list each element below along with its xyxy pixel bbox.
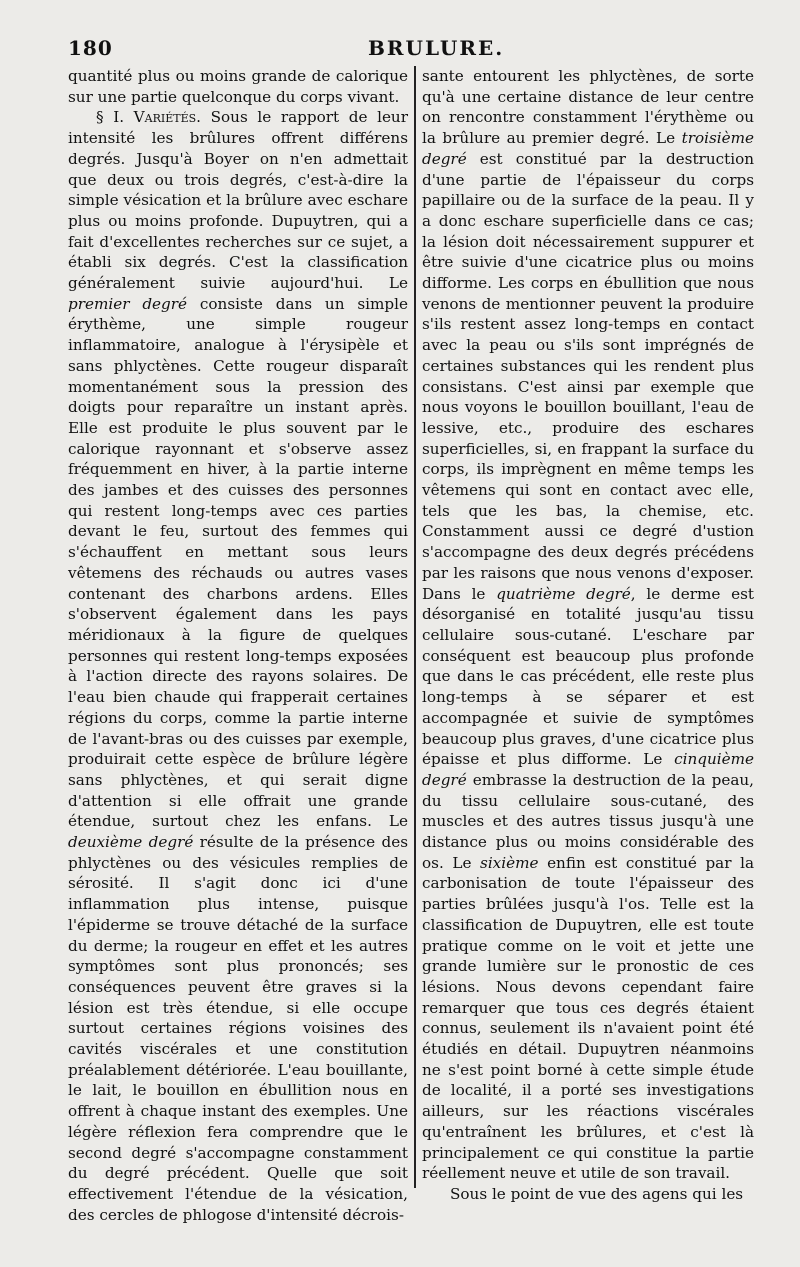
term-cinquieme-degre: cinquième degré: [422, 750, 754, 789]
column-divider: [414, 66, 416, 1188]
paragraph: [422, 1184, 754, 1205]
text-run: est constitué par la destruction d'une partie de l'épaisseur du corps papillaire ou de la surface de la peau. Il y a donc eschare superficielle dans ce cas; la lésion doit nécessairement suppurer et être suivie d'une cicatrice plus ou moins difforme. Les corps en ébullition que nous venons de mentionner peuvent la produire s'ils restent assez long-temps en contact avec la peau ou s'ils sont imprégnés de certaines substances qui les rendent plus consistans. C'est ainsi par exemple que nous voyons le bouillon bouillant, l'eau de lessive, etc., produire des eschares superficielles, si, en frappant la surface du corps, ils imprègnent en même temps les vêtemens qui sont en contact avec elle, tels que les bas, la chemise, etc. Constamment aussi ce degré d'ustion s'accompagne des deux degrés précédens par les raisons que nous venons d'exposer. Dans le: [422, 149, 754, 603]
term-deuxieme-degre: deuxième degré: [68, 833, 194, 852]
paragraph: [68, 66, 408, 107]
text-run: enfin est constitué par la carbonisation de toute l'épaisseur des parties brûlées jusqu'à l'os. Telle est la classification de Dupuytren, elle est toute pratique comme on le voit et jette une grande lumière sur le pronostic de ces lésions. Nous devons cependant faire remarquer que tous ces degrés étaient connus, seulement ils n'avaient point été étudiés en détail. Dupuytren néanmoins ne s'est point borné à cette simple étude de localité, il a porté ses investigations ailleurs, sur les réactions viscérales qu'entraînent les brûlures, et c'est là principalement ce qui constitue la partie réellement neuve et utile de son travail.: [422, 853, 755, 1183]
page-number: 180: [68, 36, 113, 60]
running-head: BRULURE.: [368, 36, 505, 60]
text-run: embrasse la destruction de la peau, du tissu cellulaire sous-cutané, des muscles et des autres tissus jusqu'à une distance plus ou moins considérable des os. Le: [422, 770, 754, 872]
text-run: Sous le point de vue des agens qui les: [450, 1184, 744, 1203]
term-quatrieme-degre: quatrième degré: [496, 584, 631, 603]
text-run: résulte de la présence des phlyctènes ou des vésicules remplies de sérosité. Il s'agit donc ici d'une inflammation plus intense, puisque l'épiderme se trouve détaché de la surface du derme; la rougeur en effet et les autres symptômes sont plus prononcés; ses conséquences peuvent être graves si la lésion est très étendue, si elle occupe surtout certaines régions voisines des cavités viscérales et une constitution préalablement détériorée. L'eau bouillante, le lait, le bouillon en ébullition nous en offrent à chaque instant des exemples. Une légère réflexion fera comprendre que le second degré s'accompagne constamment du degré précédent. Quelle que soit effectivement l'étendue de la vésication, des cercles de phlogose d'intensité décrois-: [68, 833, 408, 1224]
term-troisieme-degre: troisième degré: [422, 129, 754, 168]
term-sixieme: sixième: [480, 853, 539, 872]
left-column: [68, 66, 408, 1224]
right-column: [422, 66, 755, 1203]
term-premier-degre: premier degré: [68, 294, 188, 313]
text-run: consiste dans un simple érythème, une simple rougeur inflammatoire, analogue à l'érysipèle et sans phlyctènes. Cette rougeur disparaît momentanément sous la pression des doigts pour reparaître un instant après. Elle est produite le plus souvent par le calorique rayonnant et s'observe assez fréquemment en hiver, à la partie interne des jambes et des cuisses des personnes qui restent long-temps avec ces parties devant le feu, surtout des femmes qui s'échauffent en mettant sous leurs vêtemens des réchauds ou autres vases contenant des charbons ardens. Elles s'observent également dans les pays méridionaux à la figure de quelques personnes qui restent long-temps exposées à l'action directe des rayons solaires. De l'eau bien chaude qui frapperait certaines régions du corps, comme la partie interne de l'avant-bras ou des cuisses par exemple, produirait cette espèce de brûlure légère sans phlyctènes, et qui serait digne d'attention si elle offrait une grande étendue, surtout chez les enfans. Le: [68, 294, 408, 831]
page-header: [68, 30, 758, 66]
text-run: quantité plus ou moins grande de calorique sur une partie quelconque du corps vivant.: [68, 67, 408, 106]
text-run: Sous le rapport de leur intensité les brûlures offrent différens degrés. Jusqu'à Boyer on n'en admettait que deux ou trois degrés, c'est-à-dire la simple vésication et la brûlure avec eschare plus ou moins profonde. Dupuytren, qui a fait d'excellentes recherches sur ce sujet, a établi six degrés. C'est la classification généralement suivie aujourd'hui. Le: [68, 108, 408, 293]
text-run: , le derme est désorganisé en totalité jusqu'au tissu cellulaire sous-cutané. L'eschare par conséquent est beaucoup plus profonde que dans le cas précédent, elle reste plus long-temps à se séparer et est accompagnée et suivie de symptômes beaucoup plus graves, d'une cicatrice plus épaisse et plus difforme. Le: [422, 584, 755, 769]
section-heading: § I. Variétés.: [96, 108, 201, 127]
text-run: sante entourent les phlyctènes, de sorte qu'à une certaine distance de leur centre on rencontre constamment l'érythème ou la brûlure au premier degré. Le: [422, 67, 754, 148]
paragraph-varietes: [68, 107, 408, 1225]
paragraph: [422, 66, 754, 1184]
